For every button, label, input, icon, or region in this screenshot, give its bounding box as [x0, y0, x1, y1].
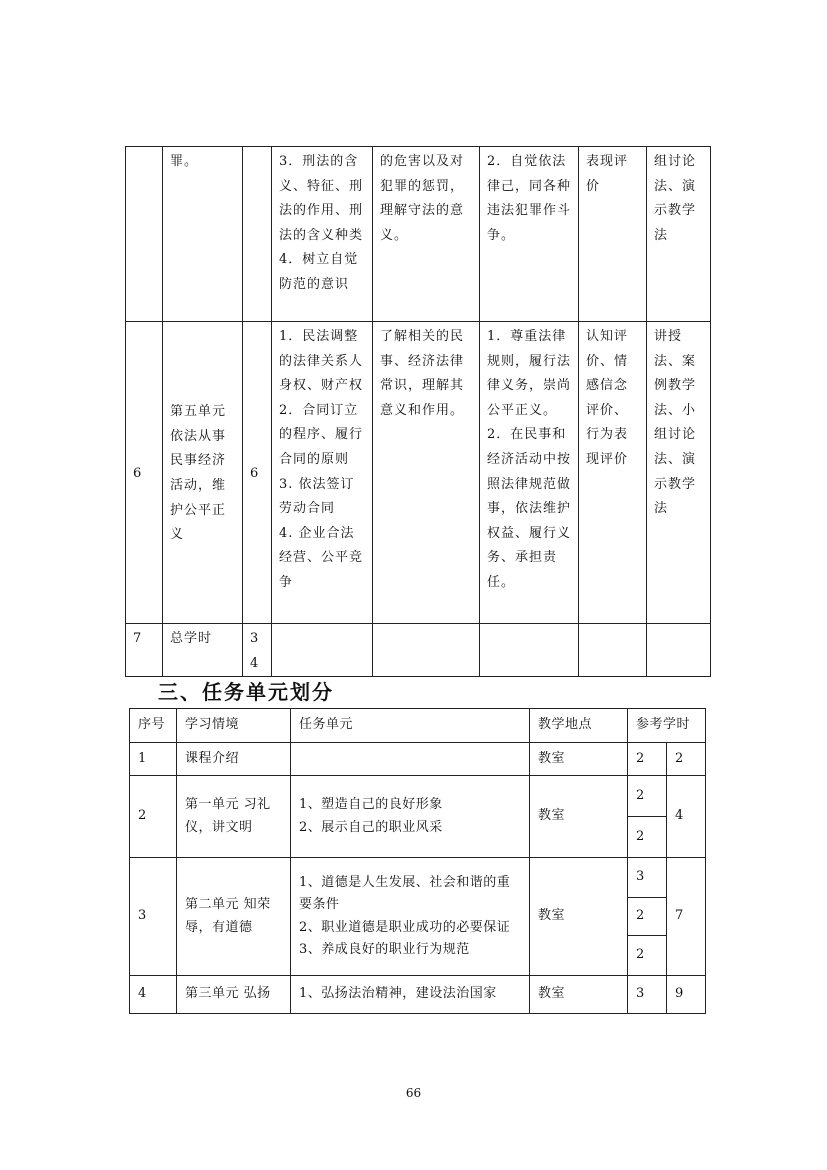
row-number: [126, 147, 163, 322]
header-tasks: 任务单元: [291, 709, 530, 743]
quality-goals: [480, 147, 579, 322]
quality-item: 1．尊重法律规则，履行法律义务，崇尚公平正义。: [487, 329, 572, 418]
task-units: [291, 858, 530, 976]
row-number: 6: [126, 322, 163, 624]
task-units: [291, 776, 530, 858]
row-number: 3: [130, 858, 177, 976]
knowledge-item: 3．刑法的含义、特征、刑法的作用、刑法的含义种类: [279, 154, 364, 243]
task-hours: 2: [628, 817, 667, 858]
task-hours: 2: [628, 898, 667, 936]
quality-item: 2．自觉依法律己，同各种违法犯罪作斗争。: [487, 154, 572, 243]
task-hours: 2: [628, 776, 667, 817]
row-number: 4: [130, 976, 177, 1014]
header-hours: 参考学时: [628, 709, 706, 743]
task-item: 1、塑造自己的良好形象: [299, 797, 443, 812]
task-unit-table: [129, 708, 706, 1014]
table-row: [126, 624, 711, 677]
unit-name: 总学时: [163, 624, 243, 677]
ability-goals: [373, 624, 480, 677]
situation: 第三单元 弘扬: [177, 976, 291, 1014]
knowledge-item: 3. 依法签订劳动合同: [279, 476, 355, 517]
total-hours: 2: [667, 743, 706, 776]
ability-goals: [373, 322, 480, 624]
unit-name: 第五单元 依法从事民事经济活动，维护公平正义: [163, 322, 243, 624]
header-no: 序号: [130, 709, 177, 743]
task-item: 3、养成良好的职业行为规范: [299, 942, 470, 957]
evaluation-method: [579, 624, 647, 677]
table-row: [126, 322, 711, 624]
teaching-method: [647, 624, 711, 677]
evaluation-method: 认知评价、情感信念评价、行为表现评价: [579, 322, 647, 624]
table-row: [130, 776, 706, 817]
situation: 课程介绍: [177, 743, 291, 776]
quality-goals: [480, 624, 579, 677]
knowledge-item: 4．树立自觉防范的意识: [279, 252, 359, 292]
teaching-place: 教室: [530, 776, 628, 858]
ability-item: 了解相关的民事、经济法律常识，理解其意义和作用。: [380, 329, 465, 418]
knowledge-item: 1．民法调整的法律关系人身权、财产权: [279, 329, 364, 394]
task-units: 1、弘扬法治精神，建设法治国家: [291, 976, 530, 1014]
total-hours: 7: [667, 858, 706, 976]
row-number: 2: [130, 776, 177, 858]
knowledge-goals: [272, 322, 373, 624]
table-row: [126, 147, 711, 322]
total-hours: 4: [667, 776, 706, 858]
knowledge-goals: [272, 147, 373, 322]
task-units: [291, 743, 530, 776]
task-item: 2、展示自己的职业风采: [299, 819, 443, 835]
teaching-place: 教室: [530, 976, 628, 1014]
task-hours: 3: [628, 858, 667, 898]
evaluation-method: 表现评价: [579, 147, 647, 322]
ability-item: 的危害以及对犯罪的惩罚，理解守法的意义。: [380, 154, 465, 243]
quality-item: 2．在民事和经济活动中按照法律规范做事，依法维护权益、履行义务、承担责任。: [487, 427, 572, 590]
table-row: [130, 858, 706, 898]
unit-name: 罪。: [163, 147, 243, 322]
teaching-method: 讲授法、案例教学法、小组讨论法、演示教学法: [647, 322, 711, 624]
teaching-place: 教室: [530, 743, 628, 776]
unit-hours: [243, 147, 272, 322]
header-place: 教学地点: [530, 709, 628, 743]
task-item: 1、道德是人生发展、社会和谐的重要条件: [299, 874, 511, 912]
situation: 第一单元 习礼仪，讲文明: [177, 776, 291, 858]
situation: 第二单元 知荣辱，有道德: [177, 858, 291, 976]
teaching-place: 教室: [530, 858, 628, 976]
knowledge-item: 2．合同订立的程序、履行合同的原则: [279, 402, 364, 467]
knowledge-item: 4. 企业合法经营、公平竞争: [279, 525, 364, 590]
row-number: 1: [130, 743, 177, 776]
total-hours: 9: [667, 976, 706, 1014]
ability-goals: [373, 147, 480, 322]
knowledge-goals: [272, 624, 373, 677]
table-header-row: [130, 709, 706, 743]
unit-hours: 6: [243, 322, 272, 624]
row-number: 7: [126, 624, 163, 677]
task-hours: 2: [628, 743, 667, 776]
teaching-method: 组讨论法、演示教学法: [647, 147, 711, 322]
table-row: [130, 976, 706, 1014]
task-hours: 2: [628, 936, 667, 976]
page-number: 66: [405, 1086, 422, 1100]
task-item: 2、职业道德是职业成功的必要保证: [299, 919, 511, 935]
table-row: [130, 743, 706, 776]
section-heading: 三、任务单元划分: [158, 680, 334, 704]
unit-hours: 34: [243, 624, 272, 677]
quality-goals: [480, 322, 579, 624]
task-hours: 3: [628, 976, 667, 1014]
course-content-table: [125, 146, 711, 677]
header-situation: 学习情境: [177, 709, 291, 743]
